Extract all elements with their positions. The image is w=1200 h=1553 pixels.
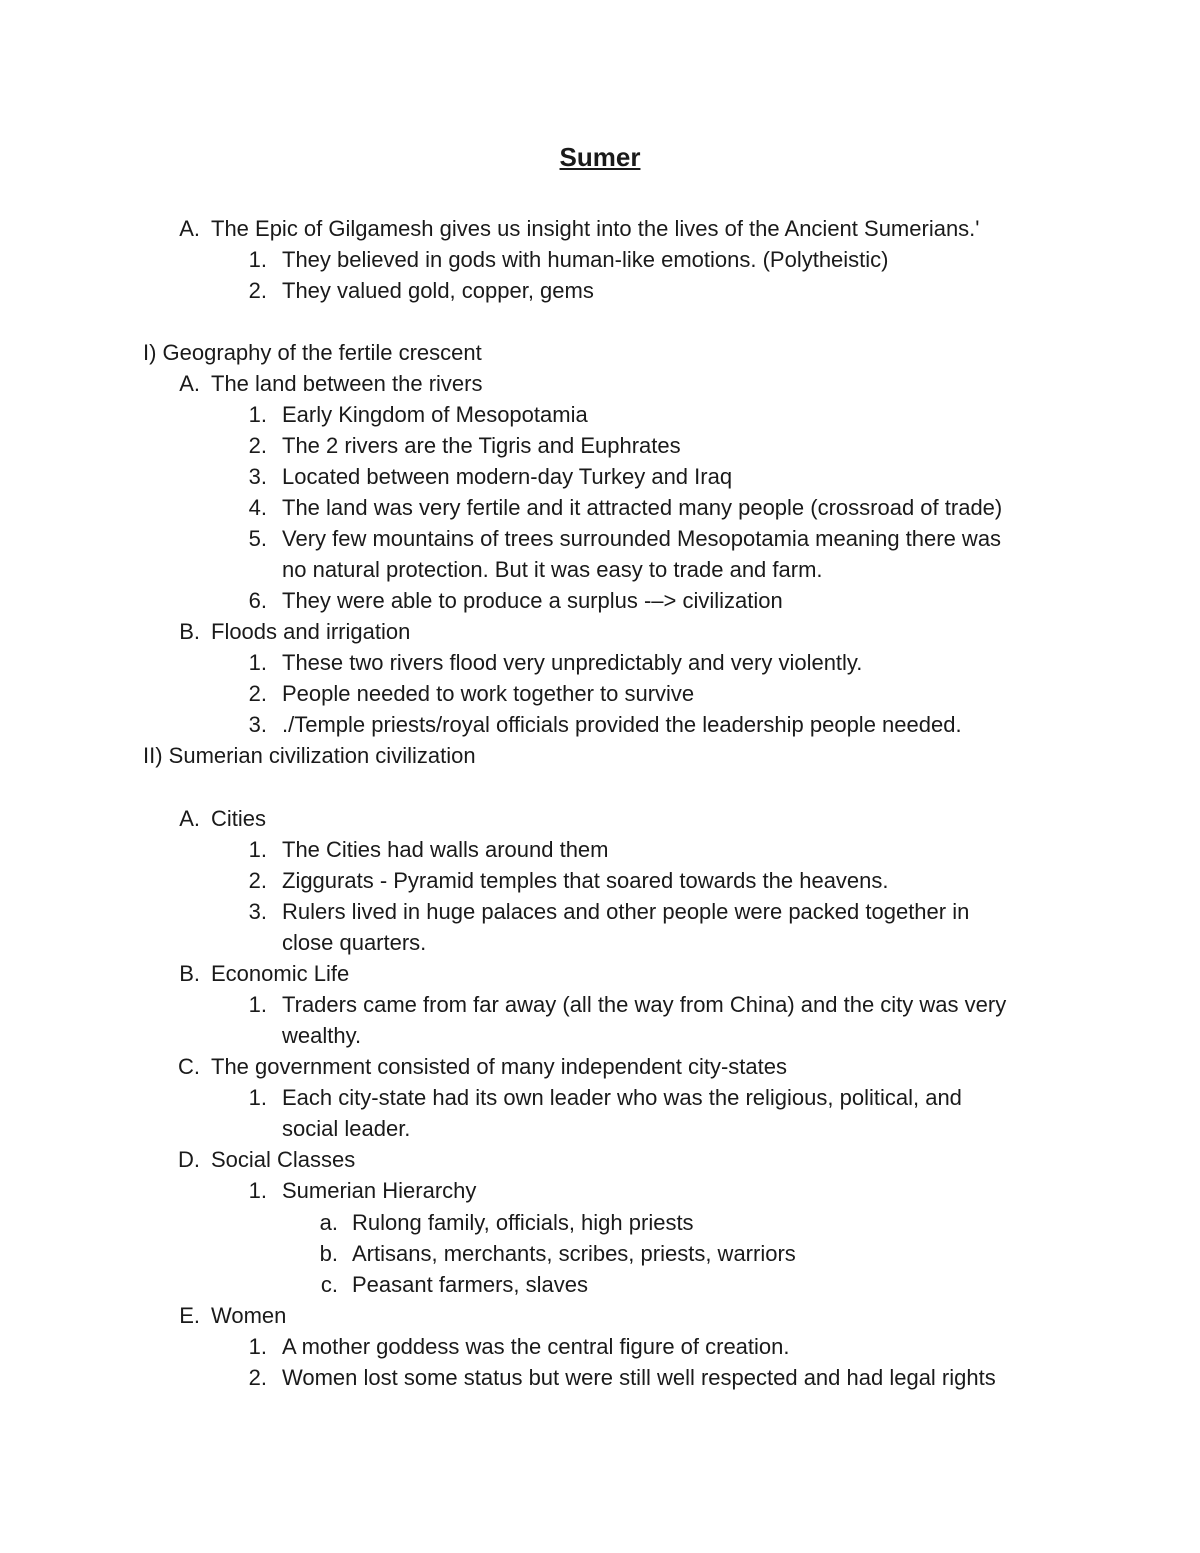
item-marker: 4. (248, 495, 267, 520)
item-text: The land was very fertile and it attracted many people (crossroad of trade) (282, 495, 1003, 520)
item-marker: D. (178, 1147, 200, 1172)
item-marker: 1. (248, 1334, 267, 1359)
item-text: Rulong family, officials, high priests (352, 1210, 694, 1235)
item-marker: A. (179, 371, 200, 396)
item-text: Cities (211, 806, 267, 831)
item-text: Sumerian Hierarchy (282, 1178, 477, 1203)
item-marker: 3. (248, 899, 267, 924)
item-marker: 6. (248, 588, 267, 613)
item-text: A mother goddess was the central figure of creation. (282, 1334, 790, 1359)
item-text: Floods and irrigation (211, 619, 411, 644)
item-text: Economic Life (211, 961, 350, 986)
item-text: The land between the rivers (211, 371, 483, 396)
item-text: no natural protection. But it was easy to trade and farm. (282, 557, 823, 582)
item-marker: A. (179, 806, 200, 831)
item-marker: B. (179, 619, 200, 644)
item-text: Located between modern-day Turkey and Iraq (282, 464, 733, 489)
item-marker: E. (179, 1303, 200, 1328)
item-marker: 1. (248, 650, 267, 675)
item-marker: 1. (248, 992, 267, 1017)
item-marker: 5. (248, 526, 267, 551)
item-text: Very few mountains of trees surrounded Mesopotamia meaning there was (282, 526, 1002, 551)
item-text: They believed in gods with human-like emotions. (Polytheistic) (282, 247, 889, 272)
item-text: Women lost some status but were still well respected and had legal rights (282, 1365, 996, 1390)
item-text: The Cities had walls around them (282, 837, 609, 862)
item-text: Artisans, merchants, scribes, priests, warriors (352, 1241, 796, 1266)
item-text: social leader. (282, 1116, 411, 1141)
item-text: People needed to work together to survive (282, 681, 695, 706)
item-marker: 3. (248, 464, 267, 489)
item-marker: A. (179, 216, 200, 241)
item-marker: 1. (248, 1178, 267, 1203)
item-marker: b. (319, 1241, 338, 1266)
item-marker: 1. (248, 247, 267, 272)
item-marker: 1. (248, 402, 267, 427)
page-title: Sumer (559, 142, 641, 172)
item-marker: 2. (248, 1365, 267, 1390)
item-marker: 2. (248, 868, 267, 893)
item-text: ./Temple priests/royal officials provided the leadership people needed. (282, 712, 962, 737)
item-text: Peasant farmers, slaves (352, 1272, 588, 1297)
item-text: The 2 rivers are the Tigris and Euphrates (282, 433, 681, 458)
item-marker: 2. (248, 681, 267, 706)
item-text: Women (211, 1303, 287, 1328)
item-text: They valued gold, copper, gems (282, 278, 594, 303)
item-marker: c. (320, 1272, 338, 1297)
item-marker: 2. (248, 278, 267, 303)
section-heading-text: I) Geography of the fertile crescent (143, 340, 482, 365)
item-text: Rulers lived in huge palaces and other people were packed together in (282, 899, 970, 924)
item-marker: B. (179, 961, 200, 986)
item-text: wealthy. (282, 1023, 362, 1048)
item-text: The Epic of Gilgamesh gives us insight into the lives of the Ancient Sumerians.' (211, 216, 980, 241)
item-text: Each city-state had its own leader who was the religious, political, and (282, 1085, 962, 1110)
item-text: Early Kingdom of Mesopotamia (282, 402, 588, 427)
item-marker: 2. (248, 433, 267, 458)
item-text: These two rivers flood very unpredictably and very violently. (282, 650, 863, 675)
item-text: Traders came from far away (all the way from China) and the city was very (282, 992, 1007, 1017)
item-text: They were able to produce a surplus -–> civilization (282, 588, 783, 613)
item-text: close quarters. (282, 930, 427, 955)
item-text: The government consisted of many independent city-states (211, 1054, 787, 1079)
item-marker: 1. (248, 837, 267, 862)
item-marker: 1. (248, 1085, 267, 1110)
item-marker: a. (319, 1210, 338, 1235)
item-text: Ziggurats - Pyramid temples that soared towards the heavens. (282, 868, 889, 893)
section-heading-text: II) Sumerian civilization civilization (143, 743, 476, 768)
item-marker: C. (178, 1054, 200, 1079)
item-marker: 3. (248, 712, 267, 737)
item-text: Social Classes (211, 1147, 356, 1172)
